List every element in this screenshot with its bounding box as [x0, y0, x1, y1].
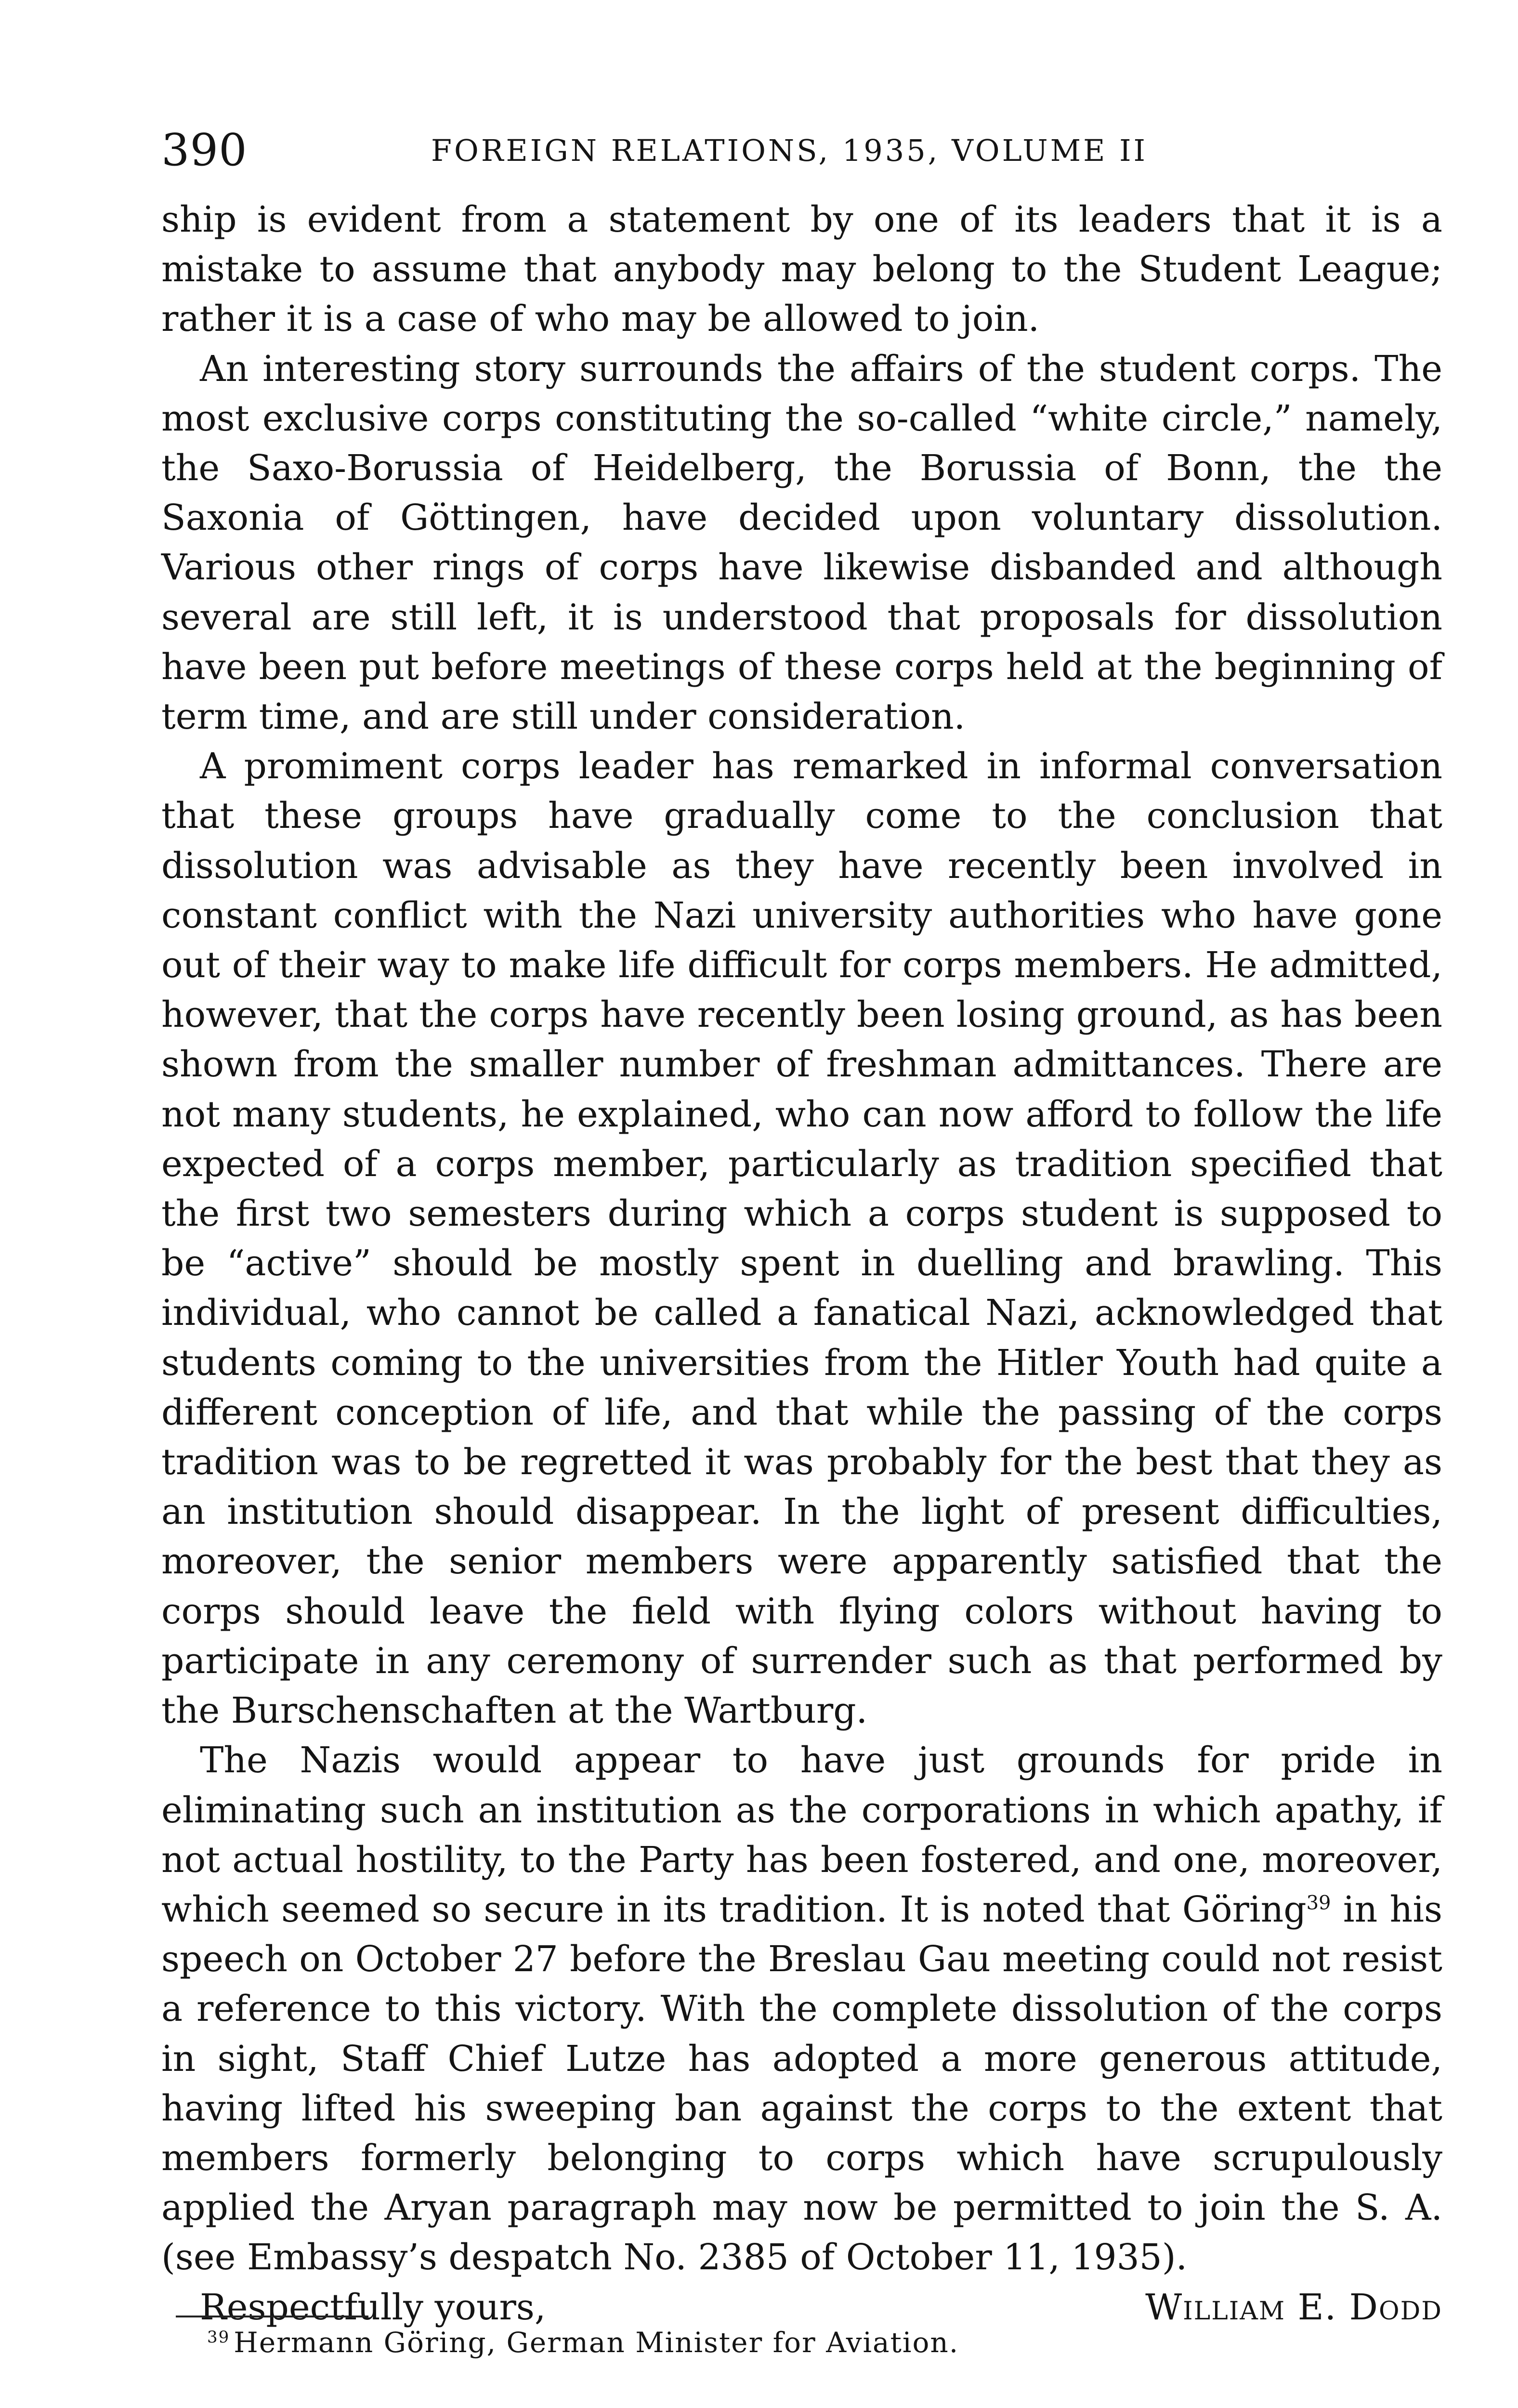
footnote-reference: 39: [1306, 1892, 1331, 1914]
footnote: [207, 2326, 959, 2359]
footnote-mark: 39: [207, 2327, 230, 2347]
page-number: 390: [161, 124, 248, 176]
paragraph-continuation: ship is evident from a statement by one of its leaders that it is a mistake to assume that anybody may belong to the Student League; rather it is a case of who may be allowed to join.: [161, 199, 1442, 340]
salutation: Respectfully yours,: [200, 2286, 546, 2328]
footnote-text: Hermann Göring, German Minister for Aviation.: [234, 2326, 959, 2359]
page-header: [161, 124, 1462, 182]
body-text: [161, 195, 1442, 2332]
paragraph-corps-leader: A promiment corps leader has remarked in informal conversation that these groups have gradually come to the conclusion that dissolution was advisable as they have recently been involved in constant conflict with the Nazi university authorities who have gone out of their way to make life difficult for corps members. He admitted, however, that the corps have recently been losing ground, as has been shown from the smaller number of freshman admittances. There are not many students, he explained, who can now afford to follow the life expected of a corps member, particularly as tradition specified that the first two semesters during which a corps student is supposed to be “active” should be mostly spent in duelling and brawling. This individual, who cannot be called a fanatical Nazi, acknowledged that students coming to the universities from the Hitler Youth had quite a different conception of life, and that while the passing of the corps tradition was to be regretted it was probably for the best that they as an institution should disappear. In the light of present difficulties, moreover, the senior members were apparently satisfied that the corps should leave the field with flying colors without having to participate in any ceremony of surrender such as that performed by the Burschenschaften at the Wartburg.: [161, 746, 1442, 1732]
closing: [161, 2283, 1442, 2332]
running-head: FOREIGN RELATIONS, 1935, VOLUME II: [431, 133, 1148, 168]
paragraph-nazis-part2: in his speech on October 27 before the Breslau Gau meeting could not resist a reference to this victory. With the complete dissolution of the corps in sight, Staff Chief Lutze has adopted a more generous attitude, having lifted his sweeping ban against the corps to the extent that members formerly belonging to corps which have scrupulously applied the Aryan paragraph may now be permitted to join the S. A. (see Embassy’s despatch No. 2385 of October 11, 1935).: [161, 1888, 1442, 2278]
paragraph-nazis: [161, 1736, 1442, 2282]
footnote-divider: [176, 2316, 368, 2317]
paragraph-student-corps: An interesting story surrounds the affairs of the student corps. The most exclusive corps constituting the so-called “white circle,” namely, the Saxo-Borussia of Heidelberg, the Borussia of Bonn, the the Saxonia of Göttingen, have decided upon voluntary dissolution. Various other rings of corps have likewise disbanded and although several are still left, it is understood that proposals for dissolution have been put before meetings of these corps held at the beginning of term time, and are still under consideration.: [161, 348, 1442, 738]
paragraph-nazis-part1: The Nazis would appear to have just grounds for pride in eliminating such an institution as the corporations in which apathy, if not actual hostility, to the Party has been fostered, and one, moreover, which seemed so secure in its tradition. It is noted that Göring: [161, 1740, 1442, 1930]
signature: William E. Dodd: [1145, 2286, 1442, 2328]
